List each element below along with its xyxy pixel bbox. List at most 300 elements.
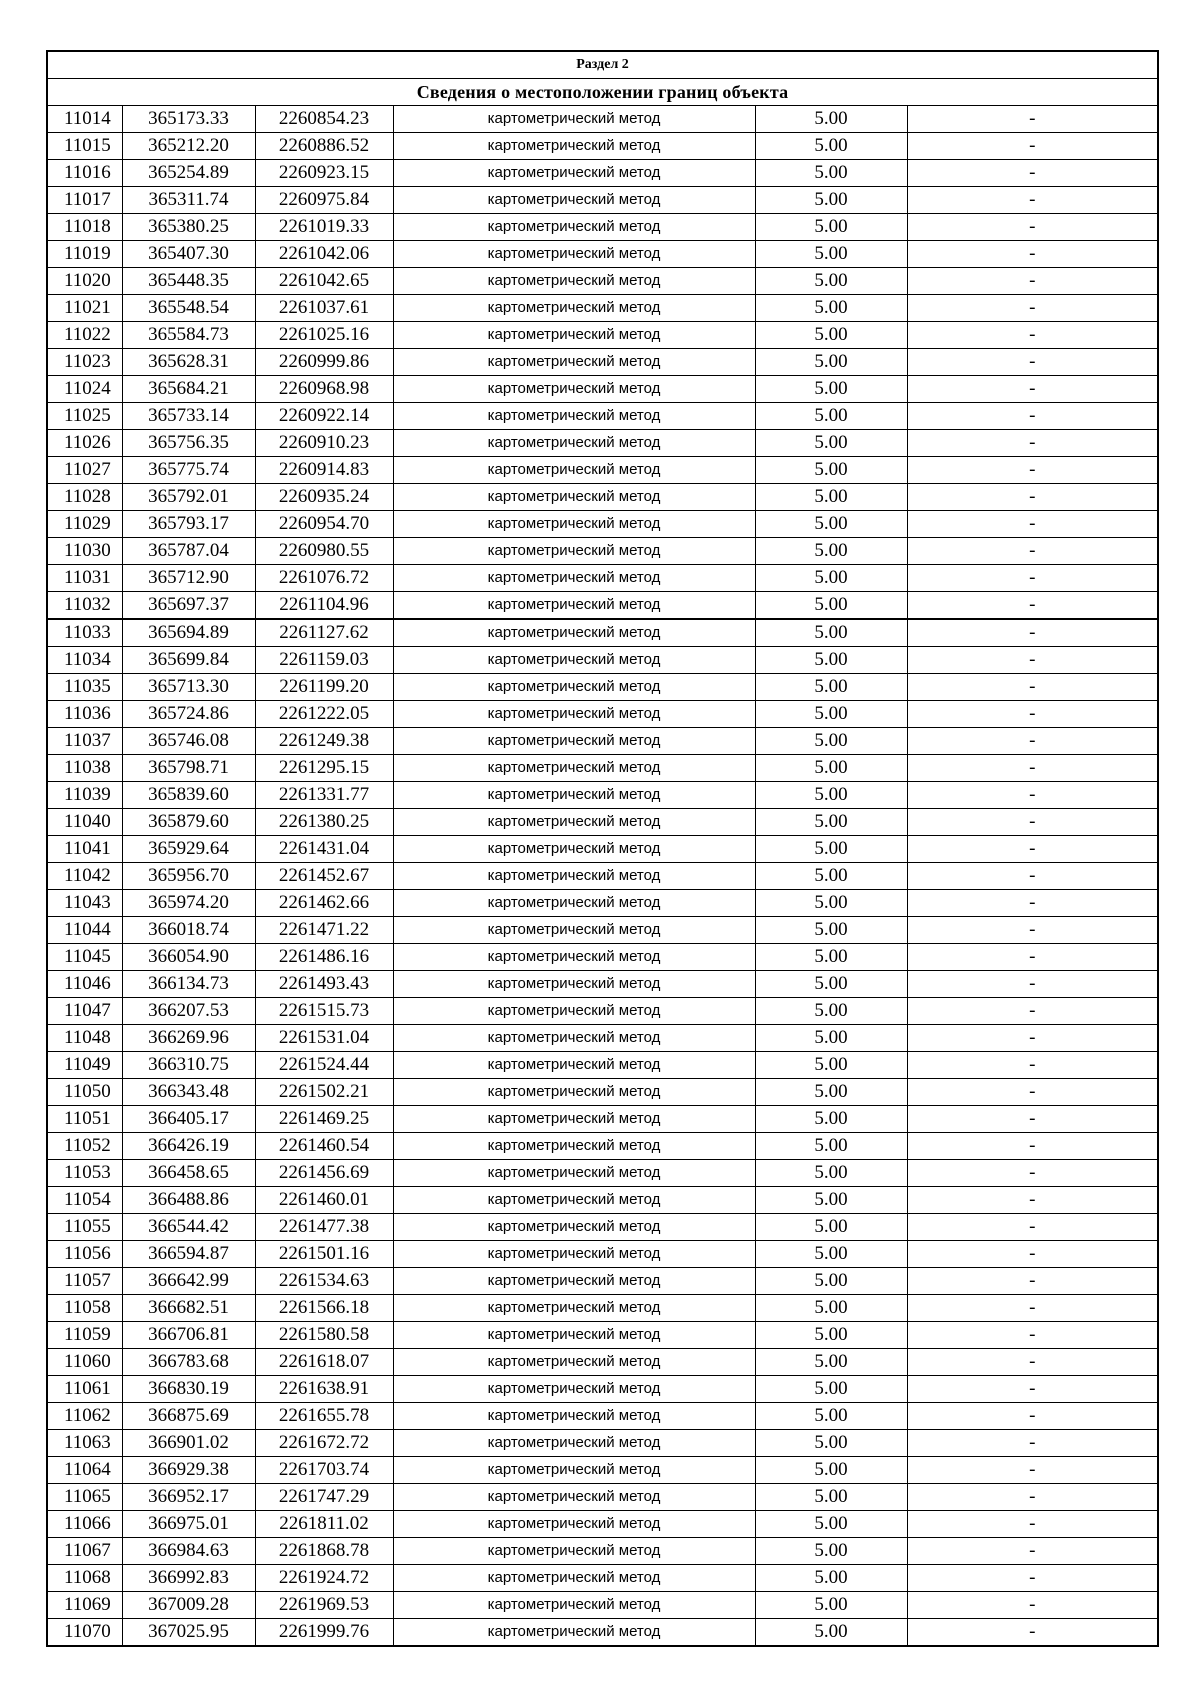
coordinate-y: 2261452.67: [255, 863, 393, 890]
accuracy-value: 5.00: [755, 619, 907, 647]
coordinate-y: 2261811.02: [255, 1511, 393, 1538]
coordinate-y: 2261655.78: [255, 1403, 393, 1430]
coordinate-x: 366310.75: [122, 1052, 255, 1079]
determination-method: картометрический метод: [393, 1133, 755, 1160]
table-row: [47, 295, 1158, 322]
table-row: [47, 782, 1158, 809]
coordinate-y: 2261747.29: [255, 1484, 393, 1511]
table-row: [47, 1349, 1158, 1376]
accuracy-value: 5.00: [755, 565, 907, 592]
point-description: -: [907, 1565, 1158, 1592]
determination-method: картометрический метод: [393, 322, 755, 349]
coordinate-y: 2260975.84: [255, 187, 393, 214]
point-number: 11017: [47, 187, 122, 214]
accuracy-value: 5.00: [755, 538, 907, 565]
table-row: [47, 1187, 1158, 1214]
point-description: -: [907, 890, 1158, 917]
table-row: [47, 1565, 1158, 1592]
point-number: 11037: [47, 728, 122, 755]
accuracy-value: 5.00: [755, 403, 907, 430]
point-number: 11061: [47, 1376, 122, 1403]
determination-method: картометрический метод: [393, 1025, 755, 1052]
table-row: [47, 674, 1158, 701]
accuracy-value: 5.00: [755, 1322, 907, 1349]
coordinate-x: 366544.42: [122, 1214, 255, 1241]
determination-method: картометрический метод: [393, 349, 755, 376]
point-number: 11035: [47, 674, 122, 701]
coordinate-y: 2260854.23: [255, 106, 393, 133]
determination-method: картометрический метод: [393, 268, 755, 295]
table-row: [47, 1376, 1158, 1403]
determination-method: картометрический метод: [393, 160, 755, 187]
accuracy-value: 5.00: [755, 1025, 907, 1052]
table-row: [47, 1268, 1158, 1295]
accuracy-value: 5.00: [755, 511, 907, 538]
table-row: [47, 1619, 1158, 1647]
point-description: -: [907, 836, 1158, 863]
determination-method: картометрический метод: [393, 1484, 755, 1511]
point-number: 11036: [47, 701, 122, 728]
point-description: -: [907, 1430, 1158, 1457]
determination-method: картометрический метод: [393, 1538, 755, 1565]
coordinate-y: 2261456.69: [255, 1160, 393, 1187]
coordinate-y: 2261477.38: [255, 1214, 393, 1241]
table-row: [47, 484, 1158, 511]
point-description: -: [907, 917, 1158, 944]
point-description: -: [907, 376, 1158, 403]
table-row: [47, 1430, 1158, 1457]
document-page: [46, 50, 1157, 1647]
point-number: 11026: [47, 430, 122, 457]
point-description: -: [907, 971, 1158, 998]
table-row: [47, 917, 1158, 944]
accuracy-value: 5.00: [755, 728, 907, 755]
boundary-coordinates-table: [46, 50, 1159, 1647]
coordinate-y: 2261969.53: [255, 1592, 393, 1619]
coordinate-y: 2261580.58: [255, 1322, 393, 1349]
point-number: 11041: [47, 836, 122, 863]
coordinate-x: 365311.74: [122, 187, 255, 214]
accuracy-value: 5.00: [755, 1106, 907, 1133]
point-description: -: [907, 1457, 1158, 1484]
point-number: 11064: [47, 1457, 122, 1484]
coordinate-y: 2261025.16: [255, 322, 393, 349]
determination-method: картометрический метод: [393, 701, 755, 728]
coordinate-y: 2261380.25: [255, 809, 393, 836]
table-row: [47, 755, 1158, 782]
coordinate-x: 365628.31: [122, 349, 255, 376]
accuracy-value: 5.00: [755, 755, 907, 782]
table-row: [47, 376, 1158, 403]
accuracy-value: 5.00: [755, 484, 907, 511]
coordinate-x: 365173.33: [122, 106, 255, 133]
determination-method: картометрический метод: [393, 1160, 755, 1187]
point-number: 11027: [47, 457, 122, 484]
coordinate-y: 2261462.66: [255, 890, 393, 917]
point-description: -: [907, 674, 1158, 701]
coordinate-x: 366682.51: [122, 1295, 255, 1322]
determination-method: картометрический метод: [393, 295, 755, 322]
accuracy-value: 5.00: [755, 214, 907, 241]
point-description: -: [907, 1106, 1158, 1133]
table-row: [47, 322, 1158, 349]
accuracy-value: 5.00: [755, 1430, 907, 1457]
accuracy-value: 5.00: [755, 1187, 907, 1214]
point-number: 11044: [47, 917, 122, 944]
coordinate-x: 365724.86: [122, 701, 255, 728]
determination-method: картометрический метод: [393, 511, 755, 538]
point-description: -: [907, 1349, 1158, 1376]
coordinate-x: 365839.60: [122, 782, 255, 809]
coordinate-y: 2261037.61: [255, 295, 393, 322]
point-number: 11059: [47, 1322, 122, 1349]
coordinate-x: 366018.74: [122, 917, 255, 944]
determination-method: картометрический метод: [393, 755, 755, 782]
coordinate-y: 2261222.05: [255, 701, 393, 728]
coordinate-x: 366830.19: [122, 1376, 255, 1403]
determination-method: картометрический метод: [393, 1052, 755, 1079]
determination-method: картометрический метод: [393, 1565, 755, 1592]
point-description: -: [907, 1214, 1158, 1241]
determination-method: картометрический метод: [393, 538, 755, 565]
coordinate-x: 365713.30: [122, 674, 255, 701]
accuracy-value: 5.00: [755, 1133, 907, 1160]
coordinate-y: 2261159.03: [255, 647, 393, 674]
accuracy-value: 5.00: [755, 1403, 907, 1430]
coordinate-x: 365699.84: [122, 647, 255, 674]
section-label: Раздел 2: [47, 51, 1158, 79]
coordinate-x: 365787.04: [122, 538, 255, 565]
coordinate-y: 2261486.16: [255, 944, 393, 971]
coordinate-y: 2261104.96: [255, 592, 393, 620]
accuracy-value: 5.00: [755, 998, 907, 1025]
table-row: [47, 863, 1158, 890]
accuracy-value: 5.00: [755, 1160, 907, 1187]
determination-method: картометрический метод: [393, 1241, 755, 1268]
determination-method: картометрический метод: [393, 133, 755, 160]
coordinate-x: 366642.99: [122, 1268, 255, 1295]
accuracy-value: 5.00: [755, 1565, 907, 1592]
determination-method: картометрический метод: [393, 1322, 755, 1349]
table-row: [47, 1592, 1158, 1619]
coordinate-y: 2260968.98: [255, 376, 393, 403]
coordinate-y: 2261566.18: [255, 1295, 393, 1322]
coordinate-y: 2260954.70: [255, 511, 393, 538]
point-description: -: [907, 863, 1158, 890]
table-row: [47, 1457, 1158, 1484]
point-description: -: [907, 187, 1158, 214]
point-number: 11028: [47, 484, 122, 511]
point-number: 11015: [47, 133, 122, 160]
point-description: -: [907, 106, 1158, 133]
point-number: 11069: [47, 1592, 122, 1619]
accuracy-value: 5.00: [755, 430, 907, 457]
determination-method: картометрический метод: [393, 1349, 755, 1376]
determination-method: картометрический метод: [393, 1376, 755, 1403]
coordinate-y: 2261469.25: [255, 1106, 393, 1133]
accuracy-value: 5.00: [755, 376, 907, 403]
point-description: -: [907, 1538, 1158, 1565]
accuracy-value: 5.00: [755, 1619, 907, 1647]
coordinate-y: 2261019.33: [255, 214, 393, 241]
point-description: -: [907, 214, 1158, 241]
point-number: 11070: [47, 1619, 122, 1647]
coordinate-x: 365548.54: [122, 295, 255, 322]
coordinate-y: 2261868.78: [255, 1538, 393, 1565]
determination-method: картометрический метод: [393, 782, 755, 809]
determination-method: картометрический метод: [393, 187, 755, 214]
accuracy-value: 5.00: [755, 701, 907, 728]
point-number: 11030: [47, 538, 122, 565]
point-number: 11057: [47, 1268, 122, 1295]
table-row: [47, 160, 1158, 187]
coordinate-x: 366134.73: [122, 971, 255, 998]
coordinate-y: 2261127.62: [255, 619, 393, 647]
table-row: [47, 349, 1158, 376]
point-description: -: [907, 403, 1158, 430]
table-row: [47, 728, 1158, 755]
table-row: [47, 403, 1158, 430]
accuracy-value: 5.00: [755, 1457, 907, 1484]
coordinate-y: 2261042.65: [255, 268, 393, 295]
point-description: -: [907, 1187, 1158, 1214]
accuracy-value: 5.00: [755, 106, 907, 133]
coordinate-x: 365407.30: [122, 241, 255, 268]
coordinate-y: 2260914.83: [255, 457, 393, 484]
coordinate-y: 2260910.23: [255, 430, 393, 457]
table-row: [47, 1214, 1158, 1241]
coordinate-x: 366426.19: [122, 1133, 255, 1160]
table-row: [47, 268, 1158, 295]
point-description: -: [907, 647, 1158, 674]
accuracy-value: 5.00: [755, 1295, 907, 1322]
point-description: -: [907, 1241, 1158, 1268]
point-description: -: [907, 809, 1158, 836]
coordinate-y: 2261924.72: [255, 1565, 393, 1592]
accuracy-value: 5.00: [755, 1376, 907, 1403]
table-row: [47, 1511, 1158, 1538]
coordinate-y: 2261042.06: [255, 241, 393, 268]
accuracy-value: 5.00: [755, 133, 907, 160]
coordinate-x: 366992.83: [122, 1565, 255, 1592]
coordinate-x: 365212.20: [122, 133, 255, 160]
accuracy-value: 5.00: [755, 1592, 907, 1619]
determination-method: картометрический метод: [393, 1079, 755, 1106]
coordinate-y: 2261199.20: [255, 674, 393, 701]
determination-method: картометрический метод: [393, 1619, 755, 1647]
coordinate-x: 365793.17: [122, 511, 255, 538]
coordinate-x: 366405.17: [122, 1106, 255, 1133]
point-number: 11063: [47, 1430, 122, 1457]
point-number: 11031: [47, 565, 122, 592]
point-number: 11014: [47, 106, 122, 133]
title-header-row: [47, 79, 1158, 106]
coordinate-x: 365974.20: [122, 890, 255, 917]
accuracy-value: 5.00: [755, 836, 907, 863]
table-row: [47, 565, 1158, 592]
coordinate-x: 365798.71: [122, 755, 255, 782]
point-number: 11051: [47, 1106, 122, 1133]
coordinate-y: 2261460.01: [255, 1187, 393, 1214]
determination-method: картометрический метод: [393, 1592, 755, 1619]
determination-method: картометрический метод: [393, 890, 755, 917]
coordinate-x: 366054.90: [122, 944, 255, 971]
accuracy-value: 5.00: [755, 322, 907, 349]
coordinate-x: 366706.81: [122, 1322, 255, 1349]
accuracy-value: 5.00: [755, 457, 907, 484]
table-row: [47, 1025, 1158, 1052]
coordinate-x: 367025.95: [122, 1619, 255, 1647]
coordinate-x: 365733.14: [122, 403, 255, 430]
point-number: 11054: [47, 1187, 122, 1214]
accuracy-value: 5.00: [755, 268, 907, 295]
point-description: -: [907, 1079, 1158, 1106]
determination-method: картометрический метод: [393, 863, 755, 890]
point-description: -: [907, 295, 1158, 322]
coordinate-x: 366343.48: [122, 1079, 255, 1106]
table-row: [47, 971, 1158, 998]
coordinate-x: 365694.89: [122, 619, 255, 647]
point-description: -: [907, 565, 1158, 592]
point-number: 11018: [47, 214, 122, 241]
coordinate-x: 365775.74: [122, 457, 255, 484]
coordinate-y: 2261999.76: [255, 1619, 393, 1647]
point-number: 11047: [47, 998, 122, 1025]
determination-method: картометрический метод: [393, 376, 755, 403]
point-number: 11055: [47, 1214, 122, 1241]
table-row: [47, 1052, 1158, 1079]
point-description: -: [907, 268, 1158, 295]
point-number: 11045: [47, 944, 122, 971]
accuracy-value: 5.00: [755, 1349, 907, 1376]
point-description: -: [907, 133, 1158, 160]
coordinate-y: 2261471.22: [255, 917, 393, 944]
table-title: Сведения о местоположении границ объекта: [47, 79, 1158, 106]
determination-method: картометрический метод: [393, 1511, 755, 1538]
determination-method: картометрический метод: [393, 457, 755, 484]
determination-method: картометрический метод: [393, 998, 755, 1025]
table-row: [47, 1484, 1158, 1511]
accuracy-value: 5.00: [755, 187, 907, 214]
coordinate-y: 2261331.77: [255, 782, 393, 809]
accuracy-value: 5.00: [755, 295, 907, 322]
point-number: 11032: [47, 592, 122, 620]
table-row: [47, 538, 1158, 565]
point-number: 11068: [47, 1565, 122, 1592]
point-number: 11066: [47, 1511, 122, 1538]
accuracy-value: 5.00: [755, 1214, 907, 1241]
point-number: 11042: [47, 863, 122, 890]
accuracy-value: 5.00: [755, 1268, 907, 1295]
coordinate-x: 366875.69: [122, 1403, 255, 1430]
point-description: -: [907, 998, 1158, 1025]
coordinate-x: 366488.86: [122, 1187, 255, 1214]
table-row: [47, 1241, 1158, 1268]
determination-method: картометрический метод: [393, 674, 755, 701]
point-description: -: [907, 457, 1158, 484]
point-description: -: [907, 944, 1158, 971]
point-description: -: [907, 538, 1158, 565]
point-number: 11056: [47, 1241, 122, 1268]
point-number: 11021: [47, 295, 122, 322]
coordinate-x: 365879.60: [122, 809, 255, 836]
coordinate-y: 2261249.38: [255, 728, 393, 755]
point-number: 11067: [47, 1538, 122, 1565]
point-description: -: [907, 322, 1158, 349]
coordinate-y: 2261534.63: [255, 1268, 393, 1295]
coordinate-y: 2261524.44: [255, 1052, 393, 1079]
point-description: -: [907, 1376, 1158, 1403]
accuracy-value: 5.00: [755, 1484, 907, 1511]
table-row: [47, 214, 1158, 241]
table-row: [47, 1160, 1158, 1187]
coordinate-y: 2261531.04: [255, 1025, 393, 1052]
accuracy-value: 5.00: [755, 890, 907, 917]
point-number: 11024: [47, 376, 122, 403]
coordinate-y: 2260886.52: [255, 133, 393, 160]
table-row: [47, 592, 1158, 620]
determination-method: картометрический метод: [393, 944, 755, 971]
point-number: 11043: [47, 890, 122, 917]
coordinate-y: 2261502.21: [255, 1079, 393, 1106]
coordinate-x: 366952.17: [122, 1484, 255, 1511]
determination-method: картометрический метод: [393, 728, 755, 755]
accuracy-value: 5.00: [755, 809, 907, 836]
point-description: -: [907, 592, 1158, 620]
point-number: 11049: [47, 1052, 122, 1079]
coordinate-x: 366975.01: [122, 1511, 255, 1538]
coordinate-x: 365380.25: [122, 214, 255, 241]
point-number: 11023: [47, 349, 122, 376]
point-description: -: [907, 701, 1158, 728]
coordinate-y: 2261703.74: [255, 1457, 393, 1484]
accuracy-value: 5.00: [755, 1538, 907, 1565]
accuracy-value: 5.00: [755, 917, 907, 944]
table-row: [47, 1106, 1158, 1133]
point-description: -: [907, 1403, 1158, 1430]
determination-method: картометрический метод: [393, 971, 755, 998]
point-description: -: [907, 241, 1158, 268]
coordinate-x: 367009.28: [122, 1592, 255, 1619]
table-row: [47, 511, 1158, 538]
table-row: [47, 647, 1158, 674]
table-body: [47, 51, 1158, 1646]
table-row: [47, 1295, 1158, 1322]
point-description: -: [907, 511, 1158, 538]
determination-method: картометрический метод: [393, 1457, 755, 1484]
determination-method: картометрический метод: [393, 1187, 755, 1214]
accuracy-value: 5.00: [755, 863, 907, 890]
table-row: [47, 133, 1158, 160]
determination-method: картометрический метод: [393, 917, 755, 944]
coordinate-y: 2261460.54: [255, 1133, 393, 1160]
point-description: -: [907, 782, 1158, 809]
point-number: 11016: [47, 160, 122, 187]
coordinate-x: 365792.01: [122, 484, 255, 511]
coordinate-x: 365448.35: [122, 268, 255, 295]
coordinate-x: 366984.63: [122, 1538, 255, 1565]
coordinate-y: 2261295.15: [255, 755, 393, 782]
accuracy-value: 5.00: [755, 349, 907, 376]
determination-method: картометрический метод: [393, 1214, 755, 1241]
determination-method: картометрический метод: [393, 809, 755, 836]
table-row: [47, 619, 1158, 647]
coordinate-y: 2260922.14: [255, 403, 393, 430]
table-row: [47, 457, 1158, 484]
point-description: -: [907, 1511, 1158, 1538]
point-number: 11062: [47, 1403, 122, 1430]
determination-method: картометрический метод: [393, 1295, 755, 1322]
